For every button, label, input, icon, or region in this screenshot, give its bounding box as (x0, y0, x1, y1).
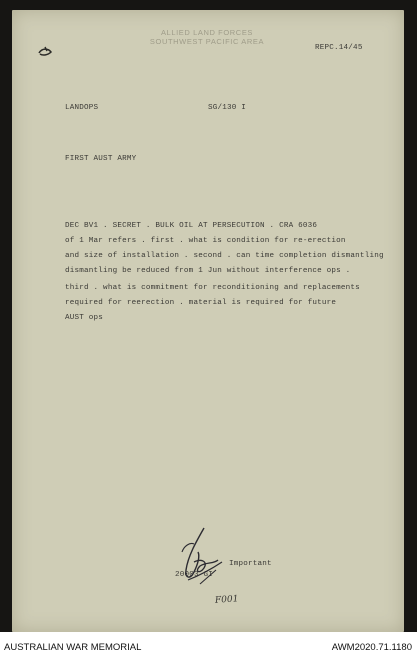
letterhead-line-2: SOUTHWEST PACIFIC AREA (149, 37, 265, 46)
addressee-line: LANDOPS (65, 104, 99, 112)
paper-sheet (12, 10, 404, 632)
handwritten-folio: F001 (214, 594, 239, 606)
body-line: of 1 Mar refers . first . what is condition for re-erection (65, 237, 346, 245)
serial-number: SG/130 I (208, 104, 247, 112)
punch-mark-icon (36, 44, 58, 60)
letterhead (132, 28, 282, 46)
letterhead-line-1: ALLIED LAND FORCES (160, 28, 254, 37)
body-line: DEC BV1 . SECRET . BULK OIL AT PERSECUTION . CRA 6036 (65, 222, 318, 230)
body-line: third . what is commitment for reconditioning and replacements (65, 284, 360, 292)
body-line: dismantling be reduced from 1 Jun without interference ops . (65, 267, 351, 275)
body-line: required for reerection . material is required for future (65, 299, 337, 307)
handwritten-signature-icon (164, 522, 234, 592)
footer-institution: AUSTRALIAN WAR MEMORIAL (4, 642, 142, 653)
archive-footer (0, 632, 417, 653)
recipient: FIRST AUST ARMY (65, 155, 137, 163)
priority-label: Important (229, 560, 272, 568)
priority-time: 20003 GI (175, 571, 214, 579)
body-line: and size of installation . second . can time completion dismantling (65, 252, 384, 260)
body-line: AUST ops (65, 314, 104, 322)
footer-accession-number: AWM2020.71.1180 (331, 642, 412, 653)
reference-number: REPC.14/45 (315, 44, 363, 52)
